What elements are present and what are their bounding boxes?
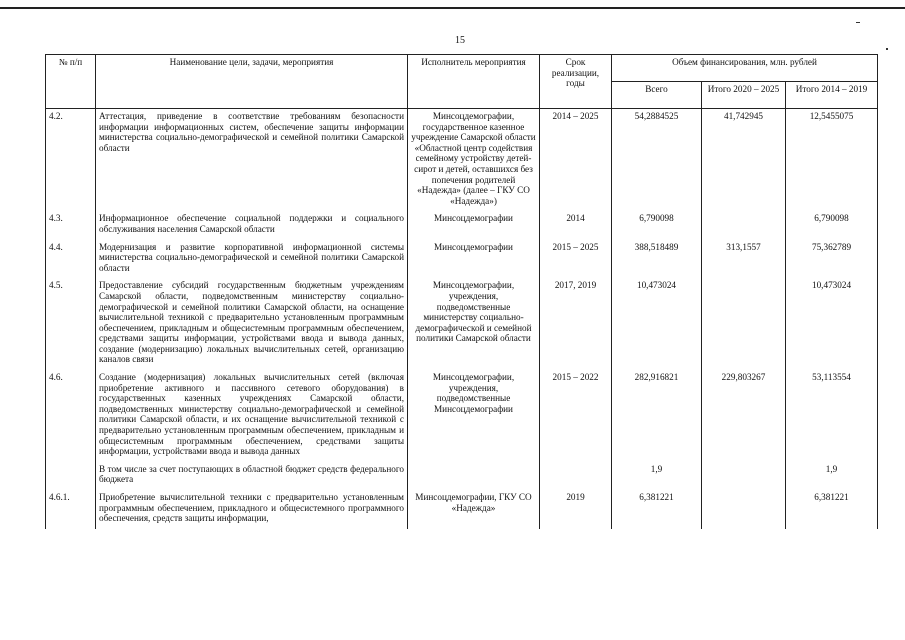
row-name: Приобретение вычислительной техники с предварительно установленным программным обеспечением, прикладного и общесистемного программного обеспечения, средств защиты информации, <box>96 490 408 529</box>
row-total-2014-2019: 6,381221 <box>786 490 878 529</box>
col-header-term: Срок реализации, годы <box>540 55 612 109</box>
row-total-2020-2025 <box>702 278 786 370</box>
row-executor: Минсоцдемографии, государственное казенное учреждение Самарской области «Областной центр содействия семейному устройству детей-сирот и детей, оставшихся без попечения родителей «Надежда» (далее – ГКУ СО «Надежда») <box>408 109 540 212</box>
row-executor: Минсоцдемографии, ГКУ СО «Надежда» <box>408 490 540 529</box>
row-total-2020-2025: 313,1557 <box>702 240 786 279</box>
table-row <box>46 490 878 529</box>
scan-speck <box>886 48 888 50</box>
row-total-2020-2025: 41,742945 <box>702 109 786 212</box>
row-num: 4.6.1. <box>46 490 96 529</box>
row-executor: Минсоцдемографии <box>408 240 540 279</box>
row-num <box>46 462 96 490</box>
row-total-2014-2019: 1,9 <box>786 462 878 490</box>
row-total-2014-2019: 10,473024 <box>786 278 878 370</box>
row-term: 2015 – 2022 <box>540 370 612 462</box>
col-header-num: № п/п <box>46 55 96 109</box>
row-executor: Минсоцдемографии <box>408 211 540 239</box>
row-name: Модернизация и развитие корпоративной информационной системы министерства социально-демографической и семейной политики Самарской области <box>96 240 408 279</box>
col-header-total-2014-2019: Итого 2014 – 2019 <box>786 82 878 109</box>
row-total: 6,790098 <box>612 211 702 239</box>
row-total: 282,916821 <box>612 370 702 462</box>
row-num: 4.2. <box>46 109 96 212</box>
row-total-2020-2025 <box>702 211 786 239</box>
row-term: 2014 <box>540 211 612 239</box>
row-num: 4.4. <box>46 240 96 279</box>
row-executor <box>408 462 540 490</box>
table-row <box>46 462 878 490</box>
row-total-2020-2025 <box>702 462 786 490</box>
row-num: 4.6. <box>46 370 96 462</box>
row-term: 2019 <box>540 490 612 529</box>
table-row <box>46 240 878 279</box>
table-row <box>46 109 878 212</box>
row-total-2014-2019: 75,362789 <box>786 240 878 279</box>
scan-speck <box>856 22 860 23</box>
col-header-total-2020-2025: Итого 2020 – 2025 <box>702 82 786 109</box>
row-name: Аттестация, приведение в соответствие требованиям безопасности информации информационных систем, обеспечение защиты информации министерства социально-демографической и семейной политики Самарской области <box>96 109 408 212</box>
top-rule <box>0 7 905 9</box>
row-term: 2017, 2019 <box>540 278 612 370</box>
row-total-2020-2025: 229,803267 <box>702 370 786 462</box>
table-row <box>46 370 878 462</box>
row-num: 4.3. <box>46 211 96 239</box>
col-header-executor: Исполнитель мероприятия <box>408 55 540 109</box>
row-name: Информационное обеспечение социальной поддержки и социального обслуживания населения Самарской области <box>96 211 408 239</box>
program-table <box>45 54 878 529</box>
row-total: 54,2884525 <box>612 109 702 212</box>
row-total-2014-2019: 12,5455075 <box>786 109 878 212</box>
page-number: 15 <box>455 35 465 46</box>
row-total: 1,9 <box>612 462 702 490</box>
row-executor: Минсоцдемографии, учреждения, подведомственные Минсоцдемографии <box>408 370 540 462</box>
col-header-name: Наименование цели, задачи, мероприятия <box>96 55 408 109</box>
row-total-2014-2019: 6,790098 <box>786 211 878 239</box>
row-term: 2014 – 2025 <box>540 109 612 212</box>
row-executor: Минсоцдемографии, учреждения, подведомственные министерству социально-демографической и семейной политики Самарской области <box>408 278 540 370</box>
col-header-total: Всего <box>612 82 702 109</box>
row-name: Предоставление субсидий государственным бюджетным учреждениям Самарской области, подведомственным министерству социально-демографической и семейной политики Самарской области, на оснащение вычислительной техникой с предварительно установленным программным обеспечением, прикладным и общесистемным программным обеспечением, средствами защиты информации, устройствами ввода и вывода данных, создание (модернизацию) локальных вычислительных сетей, организацию каналов связи <box>96 278 408 370</box>
row-total-2014-2019: 53,113554 <box>786 370 878 462</box>
table-row <box>46 211 878 239</box>
row-num: 4.5. <box>46 278 96 370</box>
row-total-2020-2025 <box>702 490 786 529</box>
row-name: В том числе за счет поступающих в областной бюджет средств федерального бюджета <box>96 462 408 490</box>
row-term <box>540 462 612 490</box>
row-total: 6,381221 <box>612 490 702 529</box>
row-name: Создание (модернизация) локальных вычислительных сетей (включая приобретение активного и пассивного сетевого оборудования) в государственных казенных учреждениях Самарской области, подведомственных министерству социально-демографической и семейной политики Самарской области, и их оснащение вычислительной техникой с предварительно установленным программным обеспечением, прикладным и общесистемным программным обеспечением, средствами защиты информации, устройствами ввода и вывода данных <box>96 370 408 462</box>
row-total: 388,518489 <box>612 240 702 279</box>
col-header-financing: Объем финансирования, млн. рублей <box>612 55 878 82</box>
table-row <box>46 278 878 370</box>
row-term: 2015 – 2025 <box>540 240 612 279</box>
row-total: 10,473024 <box>612 278 702 370</box>
